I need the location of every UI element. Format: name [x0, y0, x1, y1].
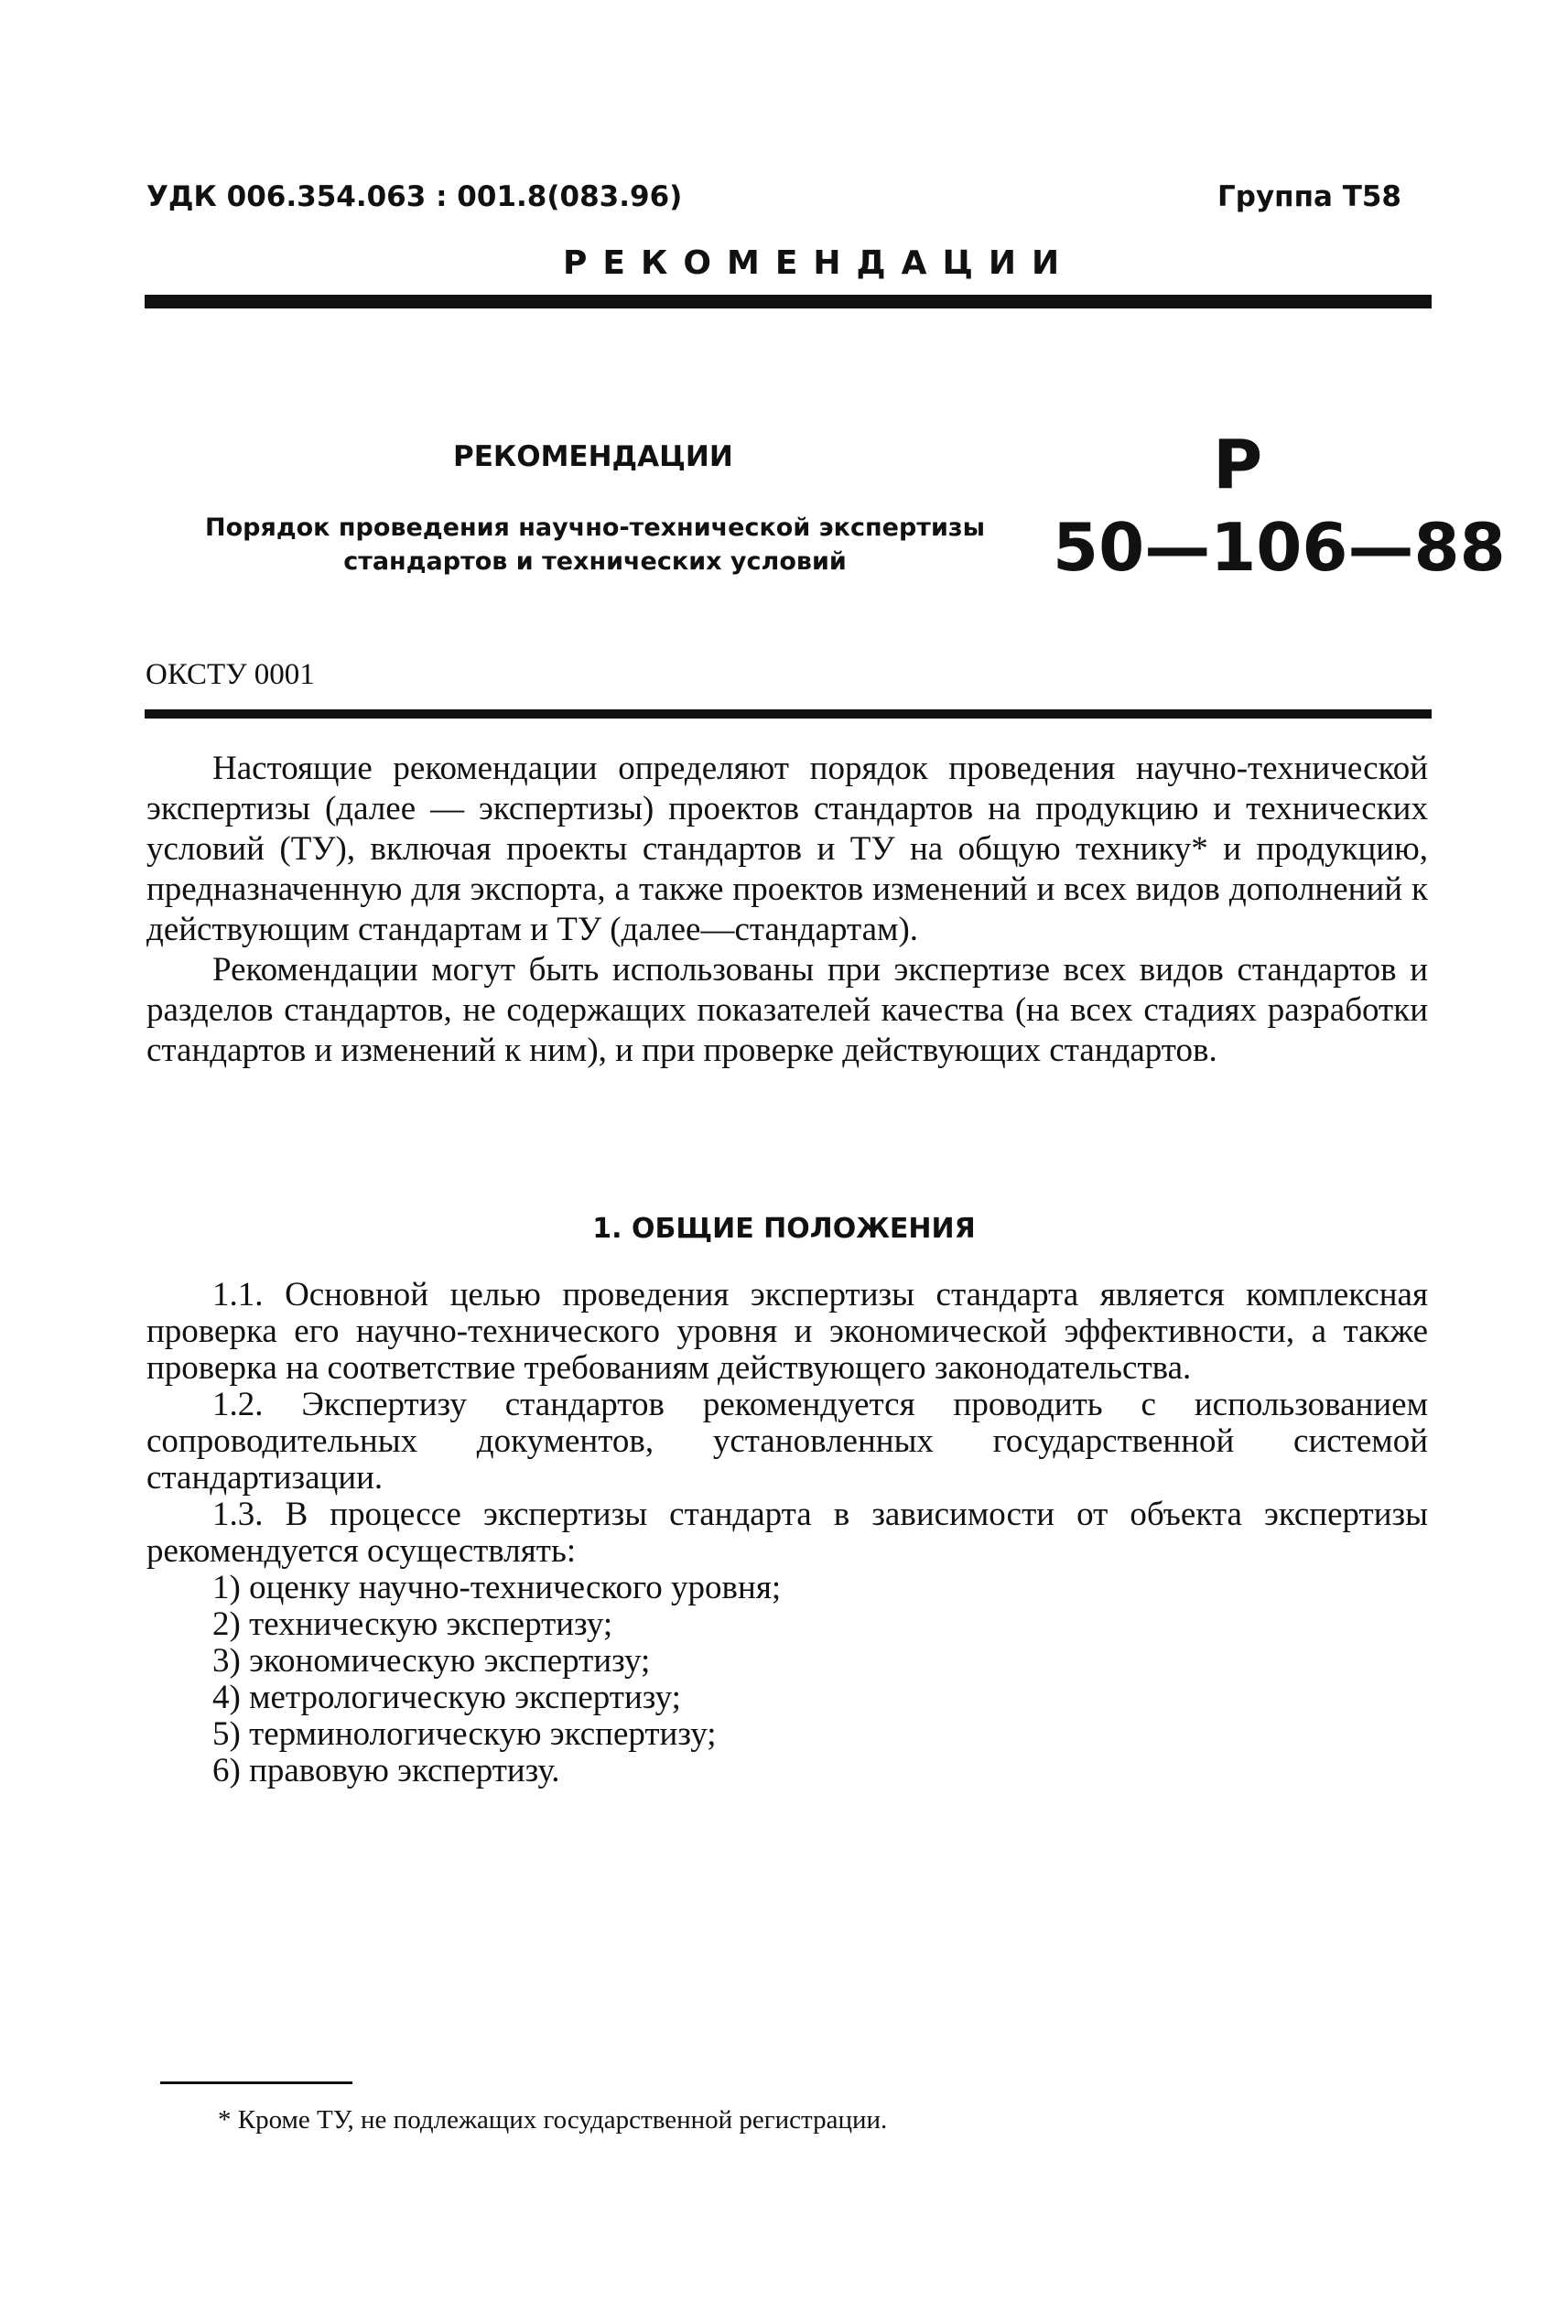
oksty-code: ОКСТУ 0001 [146, 658, 315, 691]
document-code-letter: Р [1213, 426, 1263, 504]
header-rule [145, 295, 1432, 308]
intro-paragraph: Рекомендации могут быть использованы при экспертизе всех видов стандартов и разделов стандартов, не содержащих показателей качества (на всех стадиях разработки стандартов и изменений к ним), и при проверке действующих стандартов. [146, 951, 1428, 1069]
footnote: * Кроме ТУ, не подлежащих государственной регистрации. [218, 2105, 888, 2135]
banner-title: РЕКОМЕНДАЦИИ [563, 244, 1076, 282]
clause-1-3: 1.3. В процессе экспертизы стандарта в зависимости от объекта экспертизы рекомендуется осуществлять: [146, 1496, 1428, 1570]
recommendations-heading: РЕКОМЕНДАЦИИ [453, 440, 733, 473]
group-code: Группа Т58 [1217, 180, 1401, 213]
footnote-rule [160, 2081, 352, 2084]
clause-1-2: 1.2. Экспертизу стандартов рекомендуется проводить с использованием сопроводительных документов, установленных государственной системой стандартизации. [146, 1386, 1428, 1497]
title-rule [145, 709, 1432, 719]
document-code-number: 50—106—88 [1053, 509, 1506, 586]
list-item: 4) метрологическую экспертизу; [212, 1679, 681, 1716]
clause-1-1: 1.1. Основной целью проведения экспертизы стандарта является комплексная проверка его научно-технического уровня и экономической эффективности, а также проверка на соответствие требованиям действующего законодательства. [146, 1276, 1428, 1387]
section-heading: 1. ОБЩИЕ ПОЛОЖЕНИЯ [592, 1213, 976, 1245]
list-item: 6) правовую экспертизу. [212, 1752, 560, 1789]
list-item: 3) экономическую экспертизу; [212, 1642, 651, 1680]
document-title-line-2: стандартов и технических условий [343, 547, 847, 576]
intro-text [146, 749, 1428, 1071]
list-item: 5) терминологическую экспертизу; [212, 1715, 717, 1753]
document-title-line-1: Порядок проведения научно-технической экспертизы [205, 513, 985, 542]
section-text [146, 1277, 1428, 1789]
udc-code: УДК 006.354.063 : 001.8(083.96) [146, 180, 683, 213]
list-item: 2) техническую экспертизу; [212, 1605, 613, 1643]
list-item: 1) оценку научно-технического уровня; [212, 1569, 782, 1606]
intro-paragraph: Настоящие рекомендации определяют порядок проведения научно-технической экспертизы (далее — экспертизы) проектов стандартов на продукцию и технических условий (ТУ), включая проекты стандартов и ТУ на общую технику* и продукцию, предназначенную для экспорта, а также проектов изменений и всех видов дополнений к действующим стандартам и ТУ (далее—стандартам). [146, 750, 1428, 948]
expertise-list [146, 1570, 1428, 1789]
document-title [174, 511, 1016, 578]
